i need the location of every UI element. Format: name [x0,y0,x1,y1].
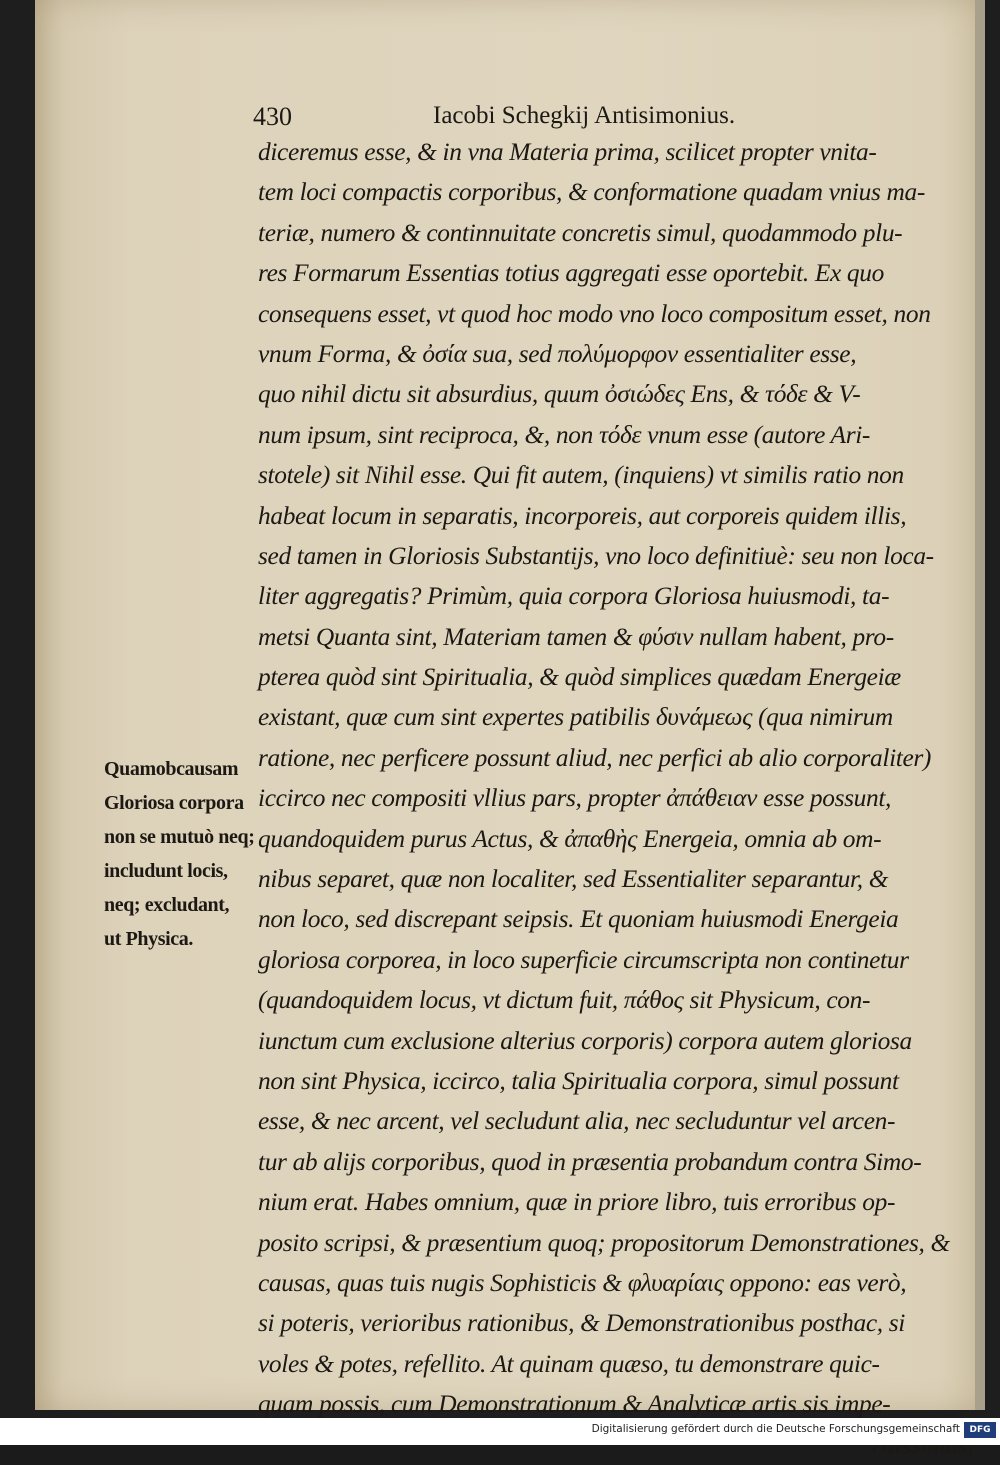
text-line: tur ab alijs corporibus, quod in præsentia probandum contra Simo- [258,1147,922,1176]
text-line: diceremus esse, & in vna Materia prima, scilicet propter vnita- [258,138,877,166]
text-line: posito scripsi, & præsentium quoq; propositorum Demonstrationes, & [258,1228,950,1257]
margin-note [104,752,264,956]
margin-note-line: Quamobcausam [104,758,239,780]
margin-note-line: includunt locis, [104,860,228,882]
text-line: non sint Physica, iccirco, talia Spiritualia corpora, simul possunt [258,1066,899,1095]
text-line: teriæ, numero & continnuitate concretis simul, quodammodo plu- [258,218,903,247]
text-line: num ipsum, sint reciproca, &, non τόδε vnum esse (autore Ari- [258,420,871,449]
text-line: res Formarum Essentias totius aggregati esse oportebit. Ex quo [258,259,884,288]
text-line: (quandoquidem locus, vt dictum fuit, πάθος sit Physicum, con- [258,986,871,1015]
text-line: existant, quæ cum sint expertes patibilis δυνάμεως (qua nimirum [258,703,893,732]
margin-note-line: Gloriosa corpora [104,792,244,814]
text-line: quandoquidem purus Actus, & ἀπαθὴς Energeia, omnia ab om- [258,824,882,853]
text-line: sed tamen in Gloriosis Substantijs, vno loco definitiuè: seu non loca- [258,541,934,570]
text-line: metsi Quanta sint, Materiam tamen & φύσιν nullam habent, pro- [258,622,894,651]
dfg-logo: DFG [964,1422,996,1438]
text-line: nium erat. Habes omnium, quæ in priore libro, tuis erroribus op- [258,1188,896,1217]
text-line: causas, quas tuis nugis Sophisticis & φλυαρίαις oppono: eas verò, [258,1268,907,1297]
text-line: liter aggregatis? Primùm, quia corpora Gloriosa huiusmodi, ta- [258,582,890,611]
text-line: quam possis, cum Demonstrationum & Analyticæ artis sis impe- [258,1390,891,1419]
text-line: pterea quòd sint Spiritualia, & quòd simplices quædam Energeiæ [258,663,901,692]
margin-note-line: ut Physica. [104,928,193,950]
page-number: 430 [253,102,292,131]
text-line: gloriosa corporea, in loco superficie circumscripta non continetur [258,945,909,974]
text-line: voles & potes, refellito. At quinam quæso, tu demonstrare quic- [258,1349,880,1378]
text-line: si poteris, verioribus rationibus, & Demonstrationibus posthac, si [258,1309,905,1338]
footer-credit: Digitalisierung gefördert durch die Deutsche Forschungsgemeinschaft [591,1423,960,1435]
text-line: vnum Forma, & ὀσία sua, sed πολύμορφον essentialiter esse, [258,339,857,368]
text-line: habeat locum in separatis, incorporeis, aut corporeis quidem illis, [258,501,907,530]
text-line: iccirco nec compositi vllius pars, propter ἀπάθειαν esse possunt, [258,784,892,813]
footer-bar [0,1418,1000,1445]
text-line: ratione, nec perficere possunt aliud, nec perfici ab alio corporaliter) [258,743,932,772]
body-text [258,132,973,1465]
text-line: esse, & nec arcent, vel secludunt alia, nec secluduntur vel arcen- [258,1107,896,1136]
page-edge [975,0,985,1410]
text-line: stotele) sit Nihil esse. Qui fit autem, (inquiens) vt similis ratio non [258,461,904,490]
running-title: Iacobi Schegkij Antisimonius. [433,102,736,129]
margin-note-line: neq; excludant, [104,894,230,916]
text-line: quo nihil dictu sit absurdius, quum ὀσιώδες Ens, & τόδε & V- [258,380,861,409]
text-line: non loco, sed discrepant seipsis. Et quoniam huiusmodi Energeia [258,905,899,934]
text-line: tem loci compactis corporibus, & conformatione quadam vnius ma- [258,178,925,207]
margin-note-line: non se mutuò neq; [104,826,255,848]
text-line: nibus separet, quæ non localiter, sed Essentialiter separantur, & [258,865,889,894]
text-line: consequens esset, vt quod hoc modo vno loco compositum esset, non [258,299,931,328]
text-line: iunctum cum exclusione alterius corporis) corpora autem gloriosa [258,1026,912,1055]
